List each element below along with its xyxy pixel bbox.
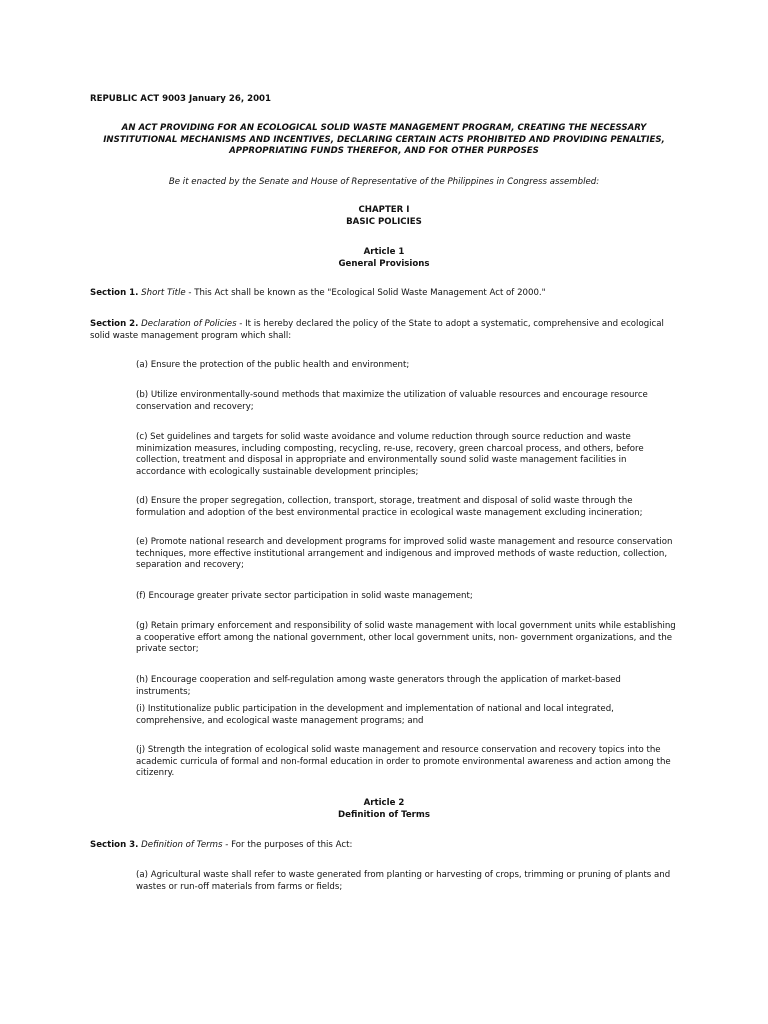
section-3 xyxy=(90,840,676,852)
policy-item: (g) Retain primary enforcement and responsibility of solid waste management with local government units while establishing a cooperative effort among the national government, other local government units, non- government organizations, and the private sector; xyxy=(136,621,676,655)
section-1-text: - This Act shall be known as the "Ecological Solid Waste Management Act of 2000." xyxy=(185,288,546,298)
policy-item: (c) Set guidelines and targets for solid waste avoidance and volume reduction through source reduction and waste minimization measures, including composting, recycling, re-use, recovery, green charcoal process, and others, before collection, treatment and disposal in appropriate and environmentally sound solid waste management facilities in accordance with ecologically sustainable development principles; xyxy=(136,432,644,477)
section-3-label: Section 3. xyxy=(90,840,139,850)
section-2 xyxy=(90,319,676,342)
article-1-number: Article 1 xyxy=(363,247,405,257)
article-1-title: General Provisions xyxy=(338,259,430,269)
policy-item: (e) Promote national research and development programs for improved solid waste management and resource conservation techniques, more effective institutional arrangement and indigenous and improved methods of waste reduction, collection, separation and recovery; xyxy=(136,537,673,571)
policy-item: (b) Utilize environmentally-sound methods that maximize the utilization of valuable resources and encourage resource conservation and recovery; xyxy=(136,390,648,412)
section-1-heading: Short Title xyxy=(141,288,186,298)
policy-item: (h) Encourage cooperation and self-regulation among waste generators through the application of market-based instruments; xyxy=(136,675,621,697)
definition-item: (a) Agricultural waste shall refer to waste generated from planting or harvesting of crops, trimming or pruning of plants and wastes or run-off materials from farms or fields; xyxy=(136,870,671,892)
policy-item: (a) Ensure the protection of the public health and environment; xyxy=(136,360,410,370)
policy-item: (j) Strength the integration of ecological solid waste management and resource conservation and recovery topics into the academic curricula of formal and non-formal education in order to promote environmental awareness and action among the citizenry. xyxy=(136,745,671,779)
enacting-clause: Be it enacted by the Senate and House of Representative of the Philippines in Congress assembled: xyxy=(168,177,600,187)
chapter-number: CHAPTER I xyxy=(358,205,410,215)
policy-item: (d) Ensure the proper segregation, collection, transport, storage, treatment and disposal of solid waste through the formulation and adoption of the best environmental practice in ecological waste management excluding incineration; xyxy=(136,496,643,518)
act-title: AN ACT PROVIDING FOR AN ECOLOGICAL SOLID WASTE MANAGEMENT PROGRAM, CREATING THE NECESSARY INSTITUTIONAL MECHANISMS AND INCENTIVES, DECLARING CERTAIN ACTS PROHIBITED AND PROVIDING PENALTIES, APPROPRIATING FUNDS THEREFOR, AND FOR OTHER PURPOSES xyxy=(103,123,665,157)
section-1-label: Section 1. xyxy=(90,288,139,298)
section-3-heading: Definition of Terms xyxy=(141,840,223,850)
section-1 xyxy=(90,288,676,300)
policy-item: (f) Encourage greater private sector participation in solid waste management; xyxy=(136,591,473,601)
section-2-label: Section 2. xyxy=(90,319,139,329)
policy-item: (i) Institutionalize public participation in the development and implementation of national and local integrated, comprehensive, and ecological waste management programs; and xyxy=(136,704,614,726)
chapter-title: BASIC POLICIES xyxy=(346,217,422,227)
article-2-title: Definition of Terms xyxy=(338,810,430,820)
document-heading: REPUBLIC ACT 9003 January 26, 2001 xyxy=(90,94,272,104)
section-2-text: - It is hereby declared the policy of the State to adopt a systematic, comprehensive and ecological solid waste management program which shall: xyxy=(90,319,664,341)
section-2-heading: Declaration of Policies xyxy=(141,319,237,329)
section-3-text: - For the purposes of this Act: xyxy=(222,840,353,850)
article-2-number: Article 2 xyxy=(363,798,405,808)
